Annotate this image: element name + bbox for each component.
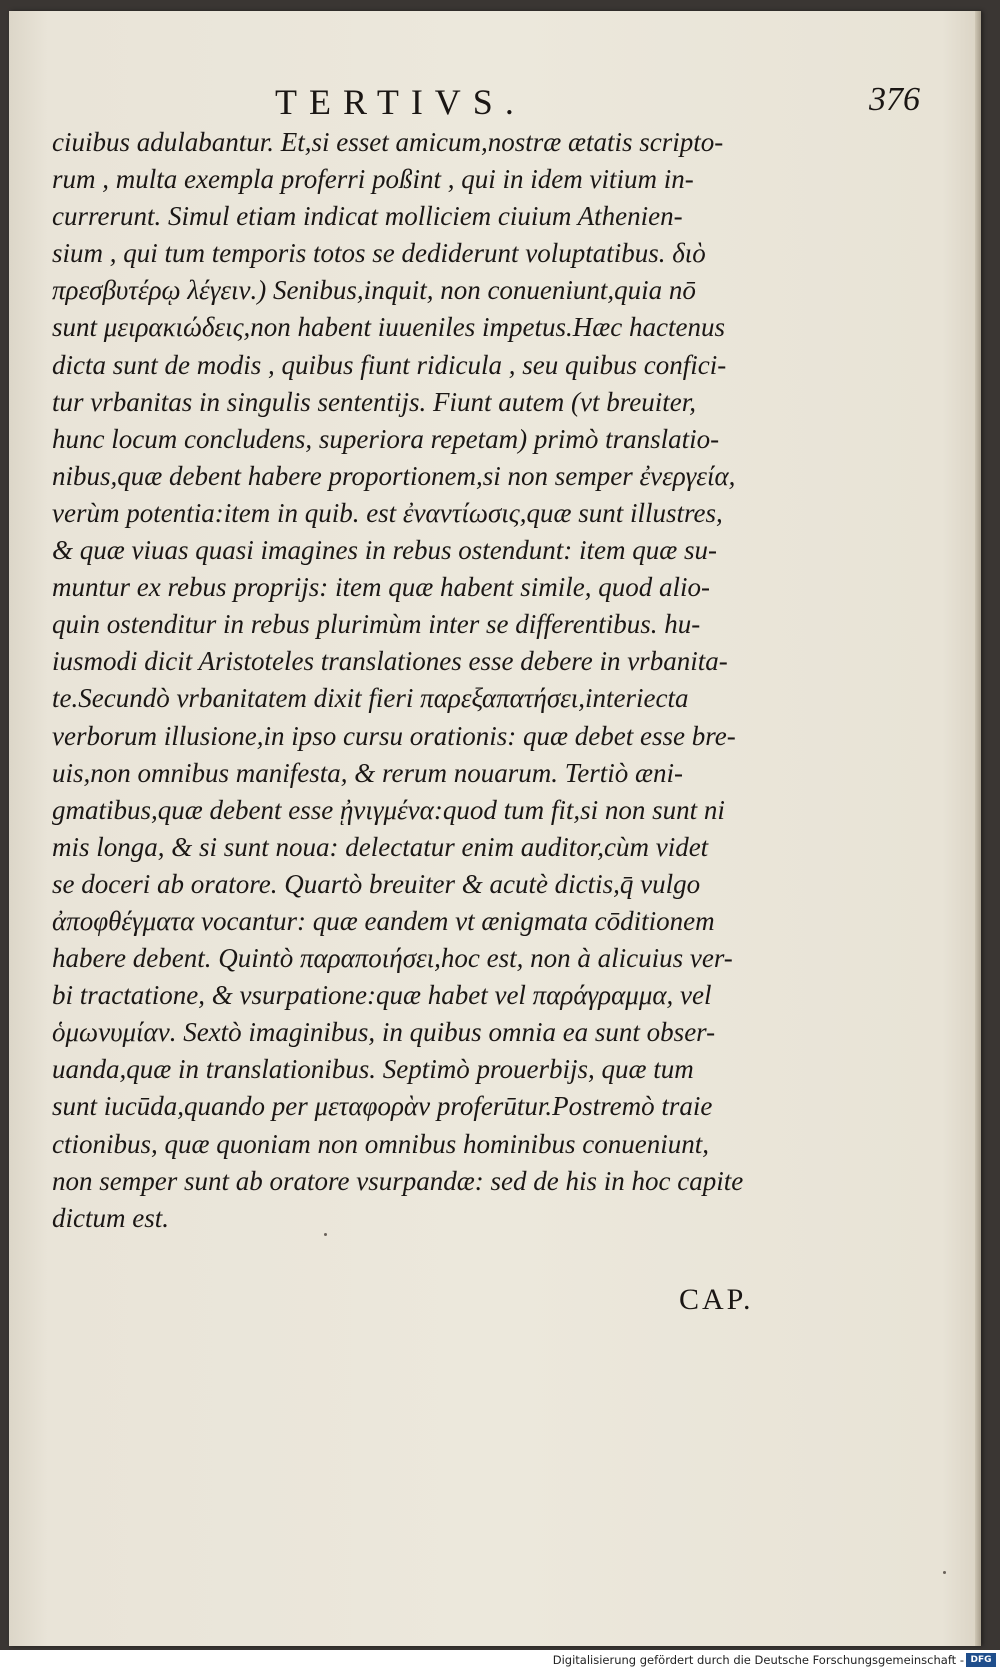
body-text <box>52 124 852 1237</box>
text-line: verùm potentia:item in quib. est ἐναντίωσις,quæ sunt illustres, <box>52 497 723 528</box>
catchword: CAP. <box>679 1283 754 1316</box>
page-header <box>9 81 981 125</box>
paper-speck <box>324 1233 327 1236</box>
text-line: non semper sunt ab oratore vsurpandæ: sed de his in hoc capite <box>52 1165 744 1196</box>
text-line: verborum illusione,in ipso cursu orationis: quæ debet esse bre- <box>52 720 736 751</box>
dfg-logo-icon: DFG <box>966 1653 996 1667</box>
text-line: ὁμωνυμίαν. Sextò imaginibus, in quibus omnia ea sunt obser- <box>52 1017 716 1048</box>
text-line: uis,non omnibus manifesta, & rerum nouarum. Tertiò æni- <box>52 757 684 788</box>
text-line: πρεσβυτέρῳ λέγειν.) Senibus,inquit, non conueniunt,quia nō <box>52 275 696 306</box>
text-line: hunc locum concludens, superiora repetam) primò translatio- <box>52 423 720 454</box>
text-line: te.Secundò vrbanitatem dixit fieri παρεξαπατήσει,interiecta <box>52 683 689 714</box>
text-line: sunt μειρακιώδεις,non habent iuueniles impetus.Hæc hactenus <box>52 312 725 343</box>
text-line: se doceri ab oratore. Quartò breuiter & acutè dictis,q̄ vulgo <box>52 868 701 899</box>
digitization-footer <box>0 1650 1000 1670</box>
text-line: bi tractatione, & vsurpatione:quæ habet vel παράγραμμα, vel <box>52 980 712 1011</box>
text-line: dicta sunt de modis , quibus fiunt ridicula , seu quibus confici- <box>52 349 727 380</box>
book-page <box>9 11 981 1646</box>
text-line: uanda,quæ in translationibus. Septimò prouerbijs, quæ tum <box>52 1054 694 1085</box>
text-line: sium , qui tum temporis totos se dediderunt voluptatibus. διὸ <box>52 238 706 269</box>
paper-speck <box>943 1571 946 1574</box>
text-line: gmatibus,quæ debent esse ᾐνιγμένα:quod tum fit,si non sunt ni <box>52 794 725 825</box>
funding-credit: Digitalisierung gefördert durch die Deutsche Forschungsgemeinschaft - <box>552 1653 964 1667</box>
running-head: TERTIVS. <box>275 82 526 122</box>
text-line: iusmodi dicit Aristoteles translationes esse debere in vrbanita- <box>52 646 728 677</box>
text-line: rum , multa exempla proferri poßint , qui in idem vitium in- <box>52 164 694 195</box>
text-line: quin ostenditur in rebus plurimùm inter se differentibus. hu- <box>52 609 701 640</box>
text-line: ciuibus adulabantur. Et,si esset amicum,nostræ ætatis scripto- <box>52 127 724 157</box>
text-line: tur vrbanitas in singulis sententijs. Fiunt autem (vt breuiter, <box>52 386 696 417</box>
text-line: & quæ viuas quasi imagines in rebus ostendunt: item quæ su- <box>52 535 717 566</box>
text-line: habere debent. Quintò παραποιήσει,hoc est, non à alicuius ver- <box>52 943 733 974</box>
text-line: dictum est. <box>52 1202 169 1233</box>
text-line: mis longa, & si sunt noua: delectatur enim auditor,cùm videt <box>52 831 709 862</box>
text-line: sunt iucūda,quando per μεταφορὰν proferūtur.Postremò traie <box>52 1091 713 1122</box>
text-line: currerunt. Simul etiam indicat molliciem ciuium Athenien- <box>52 201 683 232</box>
page-edge <box>975 11 981 1646</box>
text-line: muntur ex rebus proprijs: item quæ habent simile, quod alio- <box>52 572 710 603</box>
page-number: 376 <box>869 81 920 118</box>
text-line: ἀποφθέγματα vocantur: quæ eandem vt ænigmata cōditionem <box>52 905 715 936</box>
text-line: nibus,quæ debent habere proportionem,si non semper ἐνεργεία, <box>52 460 736 491</box>
text-line: ctionibus, quæ quoniam non omnibus hominibus conueniunt, <box>52 1128 709 1159</box>
